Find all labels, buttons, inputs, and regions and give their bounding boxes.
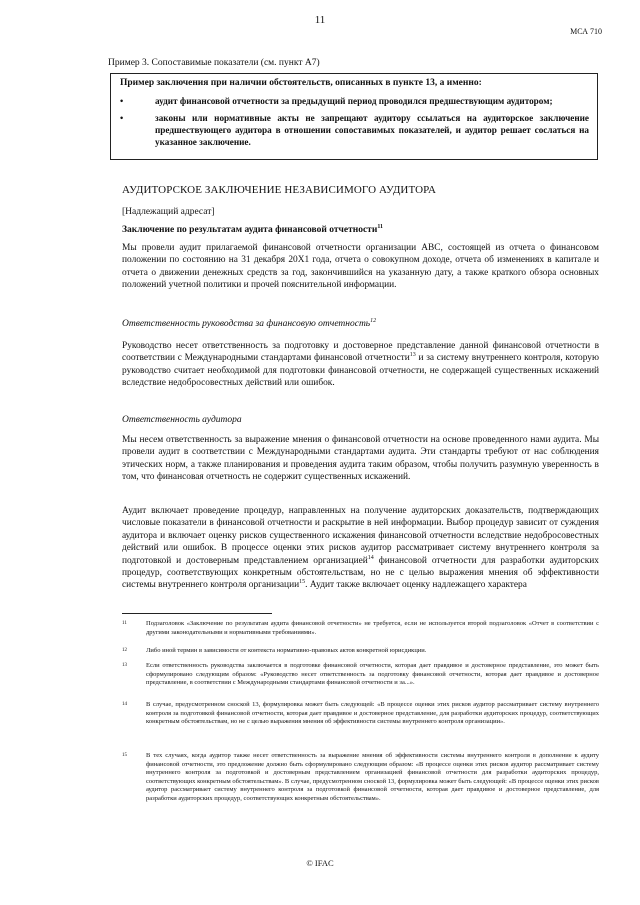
footnote-item [122,647,599,656]
example-heading: Пример 3. Сопоставимые показатели (см. пункт А7) [108,58,320,68]
bullet-text: законы или нормативные акты не запрещают аудитору ссылаться на аудиторское заключение предшествующего аудитора в отношении сопоставимых показателей, и аудитор решает сослаться на указанное заключение. [155,113,589,147]
footnote-number: 12 [122,648,127,653]
footnote-number: 15 [122,753,127,758]
footnote-text: Подзаголовок «Заключение по результатам аудита финансовой отчетности» не требуется, если не используется второй подзаголовок «Отчет в соответствии с другими законодательными и нормативными требованиями». [146,620,599,636]
report-title: АУДИТОРСКОЕ ЗАКЛЮЧЕНИЕ НЕЗАВИСИМОГО АУДИТОРА [122,184,437,196]
subheading-management-responsibility [122,319,376,329]
paragraph-management-responsibility [122,340,599,390]
footnote-text: Если ответственность руководства заключается в подготовке финансовой отчетности, которая дает правдивое и достоверное представление, это может быть сформулировано следующим образом: «Руководство несет ответственность за подготовку финансовой отчетности, которая дает правдивое и достоверное представление, в соответствии с Международными стандартами финансовой отчетности и за...». [146,662,599,687]
boxed-note [110,73,598,160]
bullet-mark: • [120,113,124,123]
footnote-divider [122,613,272,614]
footnote-item [122,752,599,804]
paragraph-text: и за систему внутреннего контроля, которую руководство считает необходимой для подготовки финансовой отчетности, не содержащей существенных искажений вследствие недобросовестных действий или ошибок. [122,353,599,389]
footnote-text: В тех случаях, когда аудитор также несет ответственность за выражение мнения об эффективности системы внутреннего контроля в дополнение к аудиту финансовой отчетности, это предложение должно быть сформулировано следующим образом: «В процессе оценки этих рисков аудитор рассматривает систему внутреннего контроля за подготовкой и достоверным представлением организацией финансовой отчетности для разработки аудиторских процедур, соответствующих конкретным обстоятельствам». В случае, предусмотренном сноской 13, формулировка может быть следующей: «В процессе оценки этих рисков аудитор рассматривает систему внутреннего контроля за подготовкой финансовой отчетности, которая дает правдивое и достоверное представление, для разработки аудиторских процедур, соответствующих конкретным обстоятельствам». [146,752,599,802]
paragraph-auditor-responsibility: Мы несем ответственность за выражение мнения о финансовой отчетности на основе проведенного нами аудита. Мы провели аудит в соответствии с Международными стандартами аудита. Эти стандарты требуют от нас соблюдения этических норм, а также планирования и проведения аудита таким образом, чтобы получить разумную уверенность в том, что финансовая отчетность не содержит существенных искажений. [122,435,599,483]
box-bullet [120,95,589,107]
paragraph-text: . Аудит также включает оценку надлежащего характера [305,580,527,591]
paragraph-opinion-scope: Мы провели аудит прилагаемой финансовой отчетности организации ABC, состоящей из отчета о финансовом положении по состоянию на 31 декабря 20X1 года, отчета о совокупном доходе, отчета об изменениях в капитале и отчета о движении денежных средств за год, закончившийся на указанную дату, а также краткого обзора основных положений учетной политики и прочей пояснительной информации. [122,243,599,291]
bullet-text: аудит финансовой отчетности за предыдущий период проводился предшествующим аудитором; [155,96,553,106]
footnote-ref[interactable]: 14 [367,554,374,561]
footnote-ref[interactable]: 13 [409,352,416,359]
document-code: МСА 710 [570,27,602,36]
box-bullet [120,112,589,148]
section-heading-text: Заключение по результатам аудита финансовой отчетности [122,225,378,235]
subheading-text: Ответственность руководства за финансовую отчетность [122,319,371,329]
footnote-number: 11 [122,621,127,626]
paragraph-text: финансовой отчетности для разработки аудиторских процедур, соответствующих конкретным обстоятельствам, но не с целью выражения мнения об эффективности системы внутреннего контроля организации [122,555,599,591]
footnote-item [122,620,599,637]
paragraph-audit-procedures [122,505,599,592]
addressee: [Надлежащий адресат] [122,207,215,217]
section-heading [122,225,383,235]
page-number: 11 [314,14,326,26]
footnote-ref[interactable]: 11 [377,223,383,230]
paragraph-text: Руководство несет ответственность за подготовку и достоверное представление данной финансовой отчетности в соответствии с Международными стандартами финансовой отчетности [122,341,599,364]
bullet-mark: • [120,96,124,106]
box-title: Пример заключения при наличии обстоятельств, описанных в пункте 13, а именно: [120,78,482,88]
footnote-item [122,662,599,688]
subheading-auditor-responsibility: Ответственность аудитора [122,415,242,425]
footnote-number: 14 [122,702,127,707]
footnote-text: Либо иной термин в зависимости от контекста нормативно-правовых актов конкретной юрисдикции. [146,647,427,654]
copyright: © IFAC [306,858,334,868]
footnote-text: В случае, предусмотренном сноской 13, формулировка может быть следующей: «В процессе оценки этих рисков аудитор рассматривает систему внутреннего контроля за подготовкой финансовой отчетности, которая дает правдивое и достоверное представление, для разработки аудиторских процедур, соответствующих конкретным обстоятельствам, но не с целью выражения мнения об эффективности системы внутреннего контроля организации». [146,701,599,726]
footnote-number: 13 [122,663,127,668]
footnote-item [122,701,599,727]
paragraph-text: Аудит включает проведение процедур, направленных на получение аудиторских доказательств, подтверждающих числовые показатели в финансовой отчетности и раскрытие в ней информации. Выбор процедур зависит от суждения аудитора и включает оценку рисков существенного искажения финансовой отчетности вследствие недобросовестных действий или ошибок. В процессе оценки этих рисков аудитор рассматривает систему внутреннего контроля за подготовкой и достоверным представлением организацией [122,506,599,566]
footnote-ref[interactable]: 15 [299,579,306,586]
footnote-ref[interactable]: 12 [370,317,377,324]
